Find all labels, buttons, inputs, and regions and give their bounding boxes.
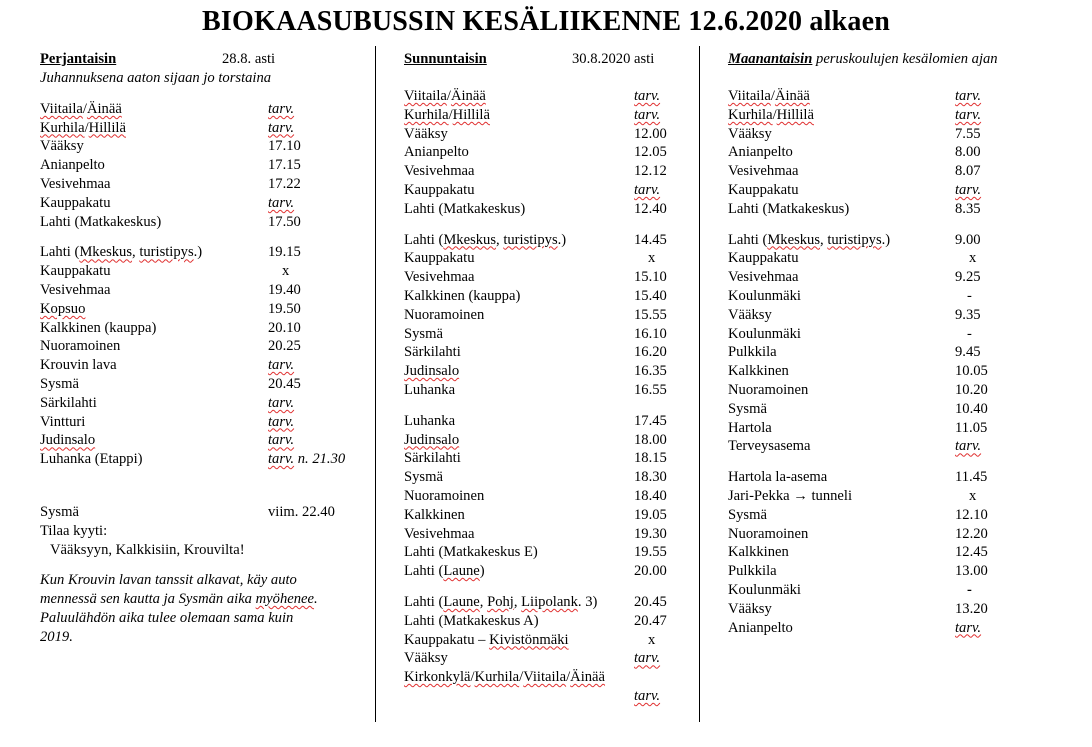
- timetable-row: [40, 175, 370, 194]
- departure-time: 12.00: [634, 125, 667, 142]
- departure-time: tarv.: [268, 413, 295, 430]
- stop-name: Lahti (Laune): [404, 563, 485, 580]
- departure-time: 9.45: [955, 344, 981, 361]
- timetable-row: [404, 343, 694, 362]
- timetable-row: [728, 143, 1068, 162]
- departure-time: tarv.: [268, 357, 295, 374]
- timetable-row: [728, 181, 1068, 200]
- friday-block-1: [40, 100, 370, 232]
- stop-name: Sysmä: [404, 325, 443, 342]
- timetable-row: [404, 143, 694, 162]
- footnote-line: mennessä sen kautta ja Sysmän aika myöhenee.: [40, 591, 318, 608]
- departure-time: 19.55: [634, 544, 667, 561]
- timetable-row: [40, 337, 370, 356]
- stop-name: Vesivehmaa: [404, 163, 475, 180]
- stop-name: Nuoramoinen: [404, 487, 485, 504]
- timetable-row: [40, 194, 370, 213]
- departure-time: 20.25: [268, 338, 301, 355]
- timetable-row: [404, 125, 694, 144]
- timetable-row: [404, 381, 694, 400]
- friday-column: [40, 50, 370, 647]
- timetable-row: [728, 125, 1068, 144]
- monday-block-2: [728, 231, 1068, 457]
- timetable-row: [40, 394, 370, 413]
- timetable-row: [404, 506, 694, 525]
- column-divider-left: [375, 46, 376, 722]
- stop-name: Vesivehmaa: [40, 281, 111, 298]
- stop-name: Sysmä: [728, 506, 767, 523]
- monday-block-1: [728, 87, 1068, 219]
- stop-name: Terveysasema: [728, 438, 811, 455]
- stop-name: Anianpelto: [404, 144, 469, 161]
- departure-time: 20.45: [634, 593, 667, 610]
- stop-name: Nuoramoinen: [728, 381, 809, 398]
- stop-name: Nuoramoinen: [40, 338, 121, 355]
- stop-name: Vintturi: [40, 413, 86, 430]
- stop-name: Vääksy: [728, 306, 772, 323]
- timetable-row: [404, 687, 694, 706]
- timetable-row: [404, 525, 694, 544]
- timetable-row: [728, 506, 1068, 525]
- departure-time: 20.00: [634, 563, 667, 580]
- departure-time: 9.25: [955, 269, 981, 286]
- stop-name: Kauppakatu: [728, 250, 799, 267]
- stop-name: Vesivehmaa: [404, 525, 475, 542]
- monday-until: peruskoulujen kesälomien ajan: [816, 51, 998, 67]
- stop-name: Lahti (Matkakeskus A): [404, 612, 539, 629]
- departure-time: tarv.: [955, 438, 982, 455]
- departure-time: 19.15: [268, 244, 301, 261]
- departure-time: x: [969, 487, 977, 504]
- stop-name: Judinsalo: [40, 432, 96, 449]
- departure-time: 18.40: [634, 487, 667, 504]
- timetable-row: [40, 281, 370, 300]
- departure-time: -: [967, 581, 972, 598]
- stop-name: Luhanka (Etappi): [40, 451, 143, 468]
- timetable-row: [40, 213, 370, 232]
- monday-column: [728, 50, 1068, 637]
- departure-time: 18.30: [634, 469, 667, 486]
- departure-time: 12.40: [634, 200, 667, 217]
- timetable-row: [40, 100, 370, 119]
- stop-name: Kauppakatu: [404, 181, 475, 198]
- footnote-line: Paluulähdön aika tulee olemaan sama kuin: [40, 609, 294, 626]
- departure-time: tarv.: [268, 432, 295, 449]
- timetable-row: [728, 249, 1068, 268]
- timetable-row: [40, 356, 370, 375]
- departure-time: 8.00: [955, 144, 981, 161]
- friday-order-line-2: Vääksyyn, Kalkkisiin, Krouvilta!: [50, 541, 245, 558]
- stop-name: Nuoramoinen: [404, 306, 485, 323]
- departure-time: 10.40: [955, 400, 988, 417]
- timetable-row: [404, 468, 694, 487]
- stop-name: Vesivehmaa: [728, 163, 799, 180]
- departure-time: 20.10: [268, 319, 301, 336]
- timetable-row: [728, 343, 1068, 362]
- stop-name: Sysmä: [728, 400, 767, 417]
- departure-time: 19.50: [268, 300, 301, 317]
- departure-time: tarv.: [268, 394, 295, 411]
- stop-name: Kauppakatu: [404, 250, 475, 267]
- timetable-row: [728, 619, 1068, 638]
- stop-name: Vääksy: [404, 650, 448, 667]
- footnote-line: 2019.: [40, 628, 73, 645]
- departure-time: x: [648, 250, 656, 267]
- departure-time: 18.00: [634, 431, 667, 448]
- timetable-row: [728, 325, 1068, 344]
- timetable-row: [40, 413, 370, 432]
- timetable-row: [404, 249, 694, 268]
- timetable-row: [40, 431, 370, 450]
- monday-day-label: Maanantaisin: [728, 51, 813, 67]
- departure-time: 19.05: [634, 506, 667, 523]
- timetable-row: [728, 381, 1068, 400]
- stop-name: Kurhila/Hillilä: [40, 119, 126, 136]
- timetable-row: [404, 593, 694, 612]
- timetable-row: [404, 200, 694, 219]
- page-title: BIOKAASUBUSSIN KESÄLIIKENNE 12.6.2020 alkaen: [202, 6, 890, 37]
- stop-name: Vääksy: [728, 125, 772, 142]
- stop-name: Lahti (Laune, Pohj, Liipolank. 3): [404, 593, 598, 610]
- timetable-row: [40, 319, 370, 338]
- timetable-row: [728, 525, 1068, 544]
- timetable-row: [728, 437, 1068, 456]
- sunday-until: 30.8.2020 asti: [572, 51, 655, 67]
- timetable-row: [728, 419, 1068, 438]
- departure-time: tarv.: [955, 106, 982, 123]
- friday-until: 28.8. asti: [222, 51, 276, 67]
- stop-name: Pulkkila: [728, 344, 777, 361]
- departure-time: 15.40: [634, 287, 667, 304]
- departure-time: 12.10: [955, 506, 988, 523]
- timetable-row: [40, 119, 370, 138]
- departure-time: 12.20: [955, 525, 988, 542]
- timetable-row: [404, 325, 694, 344]
- stop-name: Särkilahti: [404, 344, 461, 361]
- timetable-row: [40, 300, 370, 319]
- stop-name: Kirkonkylä/Kurhila/Viitaila/Äinää: [404, 669, 606, 686]
- timetable-row: [404, 162, 694, 181]
- stop-name: Anianpelto: [728, 619, 793, 636]
- departure-time: 19.40: [268, 281, 301, 298]
- stop-name: Anianpelto: [40, 157, 105, 174]
- departure-time: tarv.: [634, 181, 661, 198]
- timetable-row: [404, 268, 694, 287]
- stop-name: Lahti (Matkakeskus): [40, 213, 162, 230]
- departure-time: 17.45: [634, 412, 667, 429]
- stop-name: Judinsalo: [404, 431, 460, 448]
- departure-time: 18.15: [634, 450, 667, 467]
- departure-time: 8.07: [955, 163, 981, 180]
- departure-time: 7.55: [955, 125, 981, 142]
- departure-time: 10.20: [955, 381, 988, 398]
- departure-time: -: [967, 287, 972, 304]
- departure-time: tarv.: [268, 100, 295, 117]
- timetable-row: [40, 375, 370, 394]
- departure-time: tarv.: [634, 650, 661, 667]
- sunday-block-1: [404, 87, 694, 219]
- departure-time: 12.05: [634, 144, 667, 161]
- departure-time: tarv.: [634, 687, 661, 704]
- sunday-header: [404, 50, 694, 69]
- timetable-row: [728, 562, 1068, 581]
- sunday-block-3: [404, 412, 694, 581]
- timetable-row: [404, 306, 694, 325]
- stop-name: Sysmä: [404, 469, 443, 486]
- timetable-row: [728, 268, 1068, 287]
- stop-name: Pulkkila: [728, 563, 777, 580]
- timetable-row: [404, 487, 694, 506]
- stop-name: Lahti (Mkeskus, turistipys.): [40, 244, 203, 261]
- stop-name: Hartola la-asema: [728, 469, 828, 486]
- departure-time: viim. 22.40: [268, 503, 335, 520]
- stop-name: Kauppakatu: [40, 194, 111, 211]
- departure-time: 15.55: [634, 306, 667, 323]
- timetable-row: [40, 137, 370, 156]
- departure-time: tarv.: [268, 194, 295, 211]
- timetable-row: [404, 562, 694, 581]
- stop-name: Hartola: [728, 419, 772, 436]
- departure-time: 10.05: [955, 363, 988, 380]
- stop-name: Nuoramoinen: [728, 525, 809, 542]
- timetable-row: [404, 231, 694, 250]
- stop-name: Luhanka: [404, 381, 456, 398]
- departure-time: 9.00: [955, 231, 981, 248]
- departure-time: 11.05: [955, 419, 988, 436]
- departure-time: tarv.: [634, 106, 661, 123]
- friday-day-label: Perjantaisin: [40, 51, 117, 67]
- departure-time: 13.20: [955, 600, 988, 617]
- stop-name: Koulunmäki: [728, 581, 801, 598]
- stop-name: Luhanka: [404, 412, 456, 429]
- timetable-row: [728, 200, 1068, 219]
- stop-name: Vesivehmaa: [728, 269, 799, 286]
- stop-name: Lahti (Mkeskus, turistipys.): [728, 231, 891, 248]
- stop-name: Koulunmäki: [728, 325, 801, 342]
- stop-name: Särkilahti: [404, 450, 461, 467]
- timetable-row: [728, 231, 1068, 250]
- timetable-row: [728, 306, 1068, 325]
- stop-name: Viitaila/Äinää: [404, 88, 486, 104]
- departure-time: x: [282, 263, 290, 280]
- timetable-row: [728, 468, 1068, 487]
- stop-name: Lahti (Matkakeskus): [728, 200, 850, 217]
- stop-name: Vesivehmaa: [40, 175, 111, 192]
- timetable-row: [728, 87, 1068, 106]
- friday-footnote: [40, 571, 370, 646]
- departure-time: x: [648, 631, 656, 648]
- stop-name: Kalkkinen: [404, 506, 465, 523]
- stop-name: Krouvin lava: [40, 357, 117, 374]
- stop-name: Vääksy: [40, 138, 84, 155]
- timetable-row: [728, 362, 1068, 381]
- timetable-row: [404, 362, 694, 381]
- departure-time: x: [969, 250, 977, 267]
- departure-time: tarv. n. 21.30: [268, 451, 346, 468]
- departure-time: 17.10: [268, 138, 301, 155]
- stop-name: Kauppakatu: [40, 263, 111, 280]
- stop-name: Koulunmäki: [728, 287, 801, 304]
- timetable-row: [40, 262, 370, 281]
- monday-header: [728, 50, 1068, 69]
- stop-name: Kalkkinen (kauppa): [40, 319, 157, 336]
- departure-time: 16.35: [634, 363, 667, 380]
- sunday-day-label: Sunnuntaisin: [404, 51, 487, 67]
- stop-name: Kopsuo: [40, 300, 86, 317]
- departure-time: tarv.: [955, 88, 982, 104]
- departure-time: 13.00: [955, 563, 988, 580]
- stop-name: Lahti (Matkakeskus E): [404, 544, 538, 561]
- stop-name: Vesivehmaa: [404, 269, 475, 286]
- timetable-row: [728, 287, 1068, 306]
- timetable-row: [728, 162, 1068, 181]
- stop-name: Sysmä: [40, 503, 79, 520]
- stop-name: Kurhila/Hillilä: [404, 106, 490, 123]
- departure-time: 17.22: [268, 175, 301, 192]
- departure-time: 16.55: [634, 381, 667, 398]
- timetable-row: [404, 612, 694, 631]
- monday-block-3: [728, 468, 1068, 637]
- stop-name: Kalkkinen: [728, 544, 789, 561]
- departure-time: 8.35: [955, 200, 981, 217]
- timetable-row: [728, 600, 1068, 619]
- departure-time: 16.10: [634, 325, 667, 342]
- timetable-row: [40, 503, 370, 522]
- timetable-row: [404, 631, 694, 650]
- stop-name: Sysmä: [40, 375, 79, 392]
- stop-name: Kauppakatu – Kivistönmäki: [404, 631, 569, 648]
- friday-block-2: [40, 243, 370, 469]
- timetable-row: [728, 581, 1068, 600]
- footnote-line: Kun Krouvin lavan tanssit alkavat, käy auto: [40, 572, 297, 589]
- timetable-row: [404, 181, 694, 200]
- stop-name: Kauppakatu: [728, 181, 799, 198]
- stop-name: Viitaila/Äinää: [728, 88, 810, 104]
- friday-order-line-1: Tilaa kyyti:: [40, 522, 108, 539]
- departure-time: 11.45: [955, 469, 988, 486]
- departure-time: 12.45: [955, 544, 988, 561]
- departure-time: 17.15: [268, 157, 301, 174]
- departure-time: 17.50: [268, 213, 301, 230]
- timetable-row: [40, 450, 370, 469]
- timetable-row: [404, 649, 694, 668]
- timetable-row: [40, 156, 370, 175]
- timetable-row: [404, 449, 694, 468]
- departure-time: -: [967, 325, 972, 342]
- timetable-row: [404, 287, 694, 306]
- departure-time: tarv.: [955, 619, 982, 636]
- stop-name: Viitaila/Äinää: [40, 100, 122, 117]
- departure-time: 12.12: [634, 163, 667, 180]
- stop-name: Vääksy: [728, 600, 772, 617]
- timetable-row: [728, 106, 1068, 125]
- timetable-row: [404, 668, 694, 687]
- departure-time: 16.20: [634, 344, 667, 361]
- timetable-row: [404, 431, 694, 450]
- friday-header: [40, 50, 370, 69]
- timetable-row: [404, 543, 694, 562]
- timetable-row: [404, 106, 694, 125]
- timetable-row: [728, 487, 1068, 506]
- timetable-row: [728, 543, 1068, 562]
- stop-name: Lahti (Matkakeskus): [404, 200, 526, 217]
- friday-note: Juhannuksena aaton sijaan jo torstaina: [40, 70, 272, 86]
- sunday-column: [404, 50, 694, 706]
- departure-time: 14.45: [634, 231, 667, 248]
- timetable-row: [404, 412, 694, 431]
- sunday-block-2: [404, 231, 694, 400]
- timetable-row: [404, 87, 694, 106]
- departure-time: tarv.: [955, 181, 982, 198]
- departure-time: 9.35: [955, 306, 981, 323]
- stop-name: Kalkkinen: [728, 363, 789, 380]
- departure-time: 19.30: [634, 525, 667, 542]
- stop-name: Vääksy: [404, 125, 448, 142]
- timetable-row: [40, 243, 370, 262]
- departure-time: 20.45: [268, 375, 301, 392]
- sunday-block-4: [404, 593, 694, 706]
- departure-time: 15.10: [634, 269, 667, 286]
- stop-name: Anianpelto: [728, 144, 793, 161]
- stop-name: Jari-Pekka → tunneli: [728, 487, 853, 504]
- column-divider-right: [699, 46, 700, 722]
- timetable-row: [728, 400, 1068, 419]
- departure-time: tarv.: [268, 119, 295, 136]
- departure-time: tarv.: [634, 88, 661, 104]
- stop-name: Kurhila/Hillilä: [728, 106, 814, 123]
- stop-name: Särkilahti: [40, 394, 97, 411]
- stop-name: Judinsalo: [404, 363, 460, 380]
- stop-name: Kalkkinen (kauppa): [404, 287, 521, 304]
- stop-name: Lahti (Mkeskus, turistipys.): [404, 231, 567, 248]
- friday-block-3: [40, 503, 370, 522]
- departure-time: 20.47: [634, 612, 667, 629]
